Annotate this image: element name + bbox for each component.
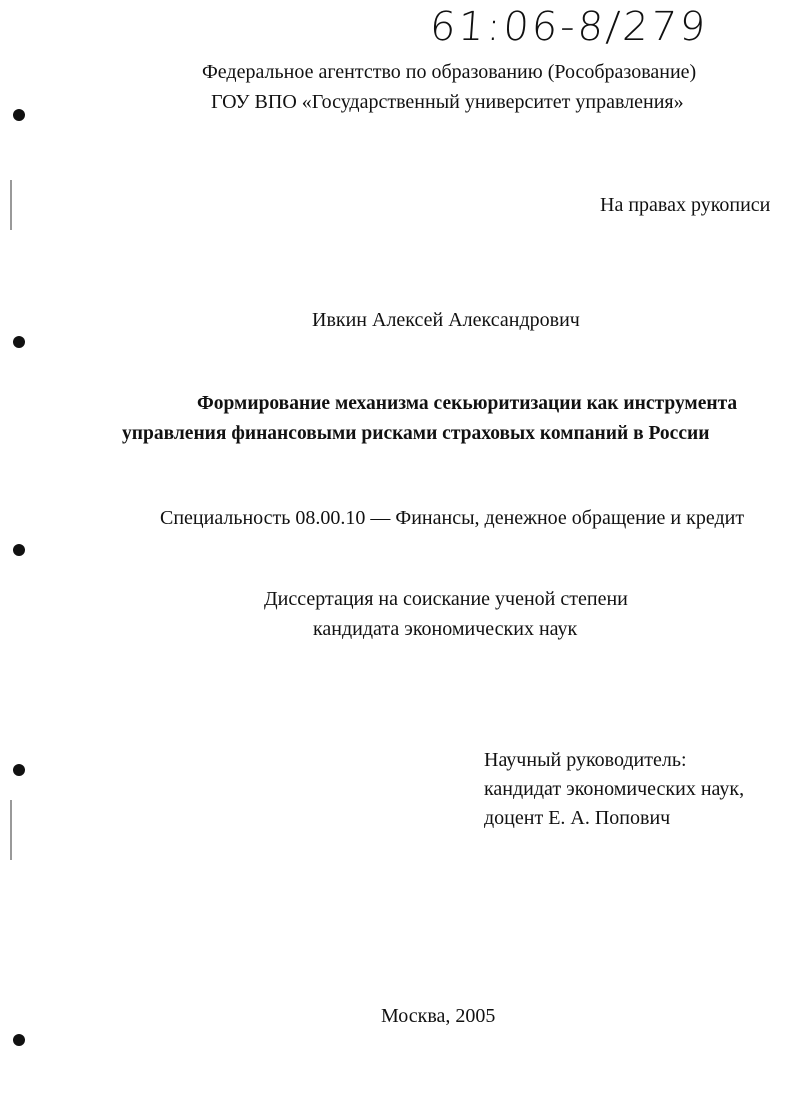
supervisor-name: доцент Е. А. Попович [484,807,671,829]
thesis-title-line-1: Формирование механизма секьюритизации как инструмента [197,393,738,414]
place-year: Москва, 2005 [381,1005,496,1027]
specialty: Специальность 08.00.10 — Финансы, денежное обращение и кредит [160,507,745,529]
scan-artifact [10,180,12,230]
punch-hole [13,764,25,776]
agency-name: Федеральное агентство по образованию (Рособразование) [202,61,697,83]
university-name: ГОУ ВПО «Государственный университет управления» [211,91,684,113]
author-name: Ивкин Алексей Александрович [312,309,580,331]
punch-hole [13,336,25,348]
thesis-title-line-2: управления финансовыми рисками страховых компаний в России [122,423,710,444]
dissertation-line-1: Диссертация на соискание ученой степени [264,588,628,610]
dissertation-line-2: кандидата экономических наук [313,618,578,640]
handwritten-catalog-code: 61:06-8/279 [428,4,710,50]
supervisor-label: Научный руководитель: [484,749,687,771]
supervisor-degree: кандидат экономических наук, [484,778,745,800]
punch-hole [13,544,25,556]
manuscript-note: На правах рукописи [600,194,771,216]
scan-artifact [10,800,12,860]
punch-hole [13,109,25,121]
punch-hole [13,1034,25,1046]
